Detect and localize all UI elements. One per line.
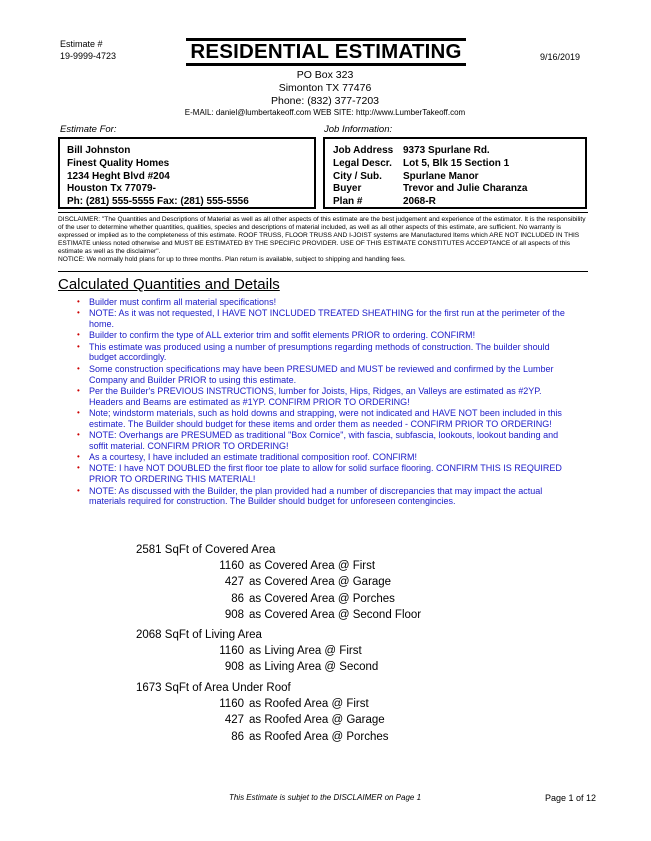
job-info-label: Job Information: bbox=[324, 124, 393, 135]
quantity-value: 86 bbox=[231, 592, 244, 605]
quantity-label: as Covered Area @ Porches bbox=[249, 592, 395, 605]
client-company: Finest Quality Homes bbox=[67, 157, 170, 169]
note-text: NOTE: I have NOT DOUBLED the first floor toe plate to allow for solid surface flooring. CONFIRM THIS IS REQUIRED PRIOR TO ORDERING THIS MATERIAL! bbox=[89, 463, 562, 485]
client-name: Bill Johnston bbox=[67, 145, 131, 156]
roof-area-heading: 1673 SqFt of Area Under Roof bbox=[136, 682, 291, 694]
quantity-value: 908 bbox=[224, 661, 244, 674]
quantity-row bbox=[200, 643, 378, 659]
bullet-icon: • bbox=[77, 452, 80, 462]
quantity-row bbox=[200, 591, 421, 607]
note-text: Note; windstorm materials, such as hold downs and strapping, were not indicated and HAVE NOT been included in this estimate. The Builder should budget for these items and order them as needed - CONFIRM PRIOR TO ORDERING! bbox=[89, 407, 562, 429]
quantity-row bbox=[200, 659, 378, 675]
living-area-heading: 2068 SqFt of Living Area bbox=[136, 629, 262, 641]
page-title: RESIDENTIAL ESTIMATING bbox=[186, 38, 466, 66]
quantity-value: 427 bbox=[224, 576, 244, 589]
disclaimer bbox=[58, 216, 590, 264]
estimate-date: 9/16/2019 bbox=[540, 52, 581, 62]
footer-note: This Estimate is subjet to the DISCLAIMER on Page 1 bbox=[228, 793, 422, 802]
quantity-row bbox=[200, 558, 421, 574]
estimate-number-block bbox=[60, 38, 116, 62]
job-info-key: City / Sub. bbox=[333, 170, 382, 182]
note-item bbox=[77, 452, 577, 463]
quantity-value: 86 bbox=[231, 730, 244, 743]
note-item bbox=[77, 308, 577, 330]
contact-line: E-MAIL: daniel@lumbertakeoff.com WEB SITE: http://www.LumberTakeoff.com bbox=[184, 108, 466, 117]
divider bbox=[58, 212, 588, 213]
job-info-key: Plan # bbox=[333, 196, 363, 208]
quantity-label: as Living Area @ First bbox=[249, 645, 362, 657]
bullet-icon: • bbox=[77, 330, 80, 340]
quantity-row bbox=[200, 696, 389, 712]
quantity-value: 908 bbox=[224, 609, 244, 622]
note-text: NOTE: As it was not requested, I HAVE NOT INCLUDED TREATED SHEATHING for the first run at the perimeter of the home. bbox=[89, 308, 565, 330]
note-text: Builder must confirm all material specifications! bbox=[89, 297, 277, 307]
note-item bbox=[77, 342, 577, 364]
job-info-row bbox=[333, 158, 585, 171]
note-text: NOTE: Overhangs are PRESUMED as traditional "Box Cornice", with fascia, subfascia, lookouts, lookout banding and soffit material. CONFIRM PRIOR TO ORDERING! bbox=[89, 430, 559, 451]
note-text: Builder to confirm the type of ALL exterior trim and soffit elements PRIOR to ordering. CONFIRM! bbox=[89, 330, 476, 341]
job-info-value: 9373 Spurlane Rd. bbox=[403, 145, 490, 156]
bullet-icon: • bbox=[77, 341, 80, 351]
job-info-value: Lot 5, Blk 15 Section 1 bbox=[403, 157, 510, 169]
job-info-value: Trevor and Julie Charanza bbox=[403, 183, 528, 195]
bullet-icon: • bbox=[77, 297, 80, 306]
job-info-row bbox=[333, 171, 585, 184]
address-line: Simonton TX 77476 bbox=[278, 82, 372, 94]
note-item bbox=[77, 463, 577, 485]
bullet-icon: • bbox=[77, 407, 80, 417]
job-info-row bbox=[333, 145, 585, 158]
client-city: Houston Tx 77079- bbox=[67, 183, 156, 195]
covered-area-heading: 2581 SqFt of Covered Area bbox=[136, 544, 276, 556]
job-info-value: Spurlane Manor bbox=[403, 170, 479, 182]
job-info-row bbox=[333, 196, 585, 209]
page-number: Page 1 of 12 bbox=[545, 793, 597, 803]
quantity-value: 1160 bbox=[219, 560, 244, 572]
bullet-icon: • bbox=[77, 430, 80, 440]
quantity-row bbox=[200, 712, 389, 728]
note-item bbox=[77, 297, 577, 308]
note-item bbox=[77, 430, 577, 452]
bullet-icon: • bbox=[77, 385, 80, 395]
job-info-value: 2068-R bbox=[403, 196, 436, 208]
client-phone: Ph: (281) 555-5555 Fax: (281) 555-5556 bbox=[67, 196, 249, 208]
quantity-label: as Covered Area @ First bbox=[249, 560, 376, 572]
estimate-label: Estimate # bbox=[60, 39, 103, 49]
bullet-icon: • bbox=[77, 463, 80, 473]
quantity-row bbox=[200, 574, 421, 590]
notice-text: NOTICE: We normally hold plans for up to three months. Plan return is available, subject to shipping and handling fees. bbox=[58, 256, 406, 263]
covered-area-rows bbox=[200, 558, 421, 624]
divider bbox=[58, 271, 588, 272]
bullet-icon: • bbox=[77, 485, 80, 495]
quantity-label: as Roofed Area @ Porches bbox=[249, 730, 389, 743]
quantity-label: as Covered Area @ Garage bbox=[249, 576, 392, 589]
estimate-for-box bbox=[58, 137, 316, 209]
quantity-label: as Roofed Area @ Garage bbox=[249, 714, 385, 727]
quantity-row bbox=[200, 607, 421, 623]
job-info-key: Buyer bbox=[333, 183, 362, 195]
note-text: This estimate was produced using a number of presumptions regarding methods of construction. The builder should budget accordingly. bbox=[89, 341, 550, 363]
notes-list bbox=[77, 297, 577, 508]
note-item bbox=[77, 486, 577, 508]
job-info-key: Job Address bbox=[333, 145, 394, 156]
job-info-key: Legal Descr. bbox=[333, 157, 392, 169]
quantity-label: as Covered Area @ Second Floor bbox=[249, 609, 422, 622]
quantity-row bbox=[200, 729, 389, 745]
quantity-value: 1160 bbox=[219, 698, 244, 710]
note-item bbox=[77, 330, 577, 341]
quantity-value: 1160 bbox=[219, 645, 244, 657]
note-item bbox=[77, 386, 577, 408]
job-info-box bbox=[323, 137, 587, 209]
client-street: 1234 Heght Blvd #204 bbox=[67, 170, 170, 182]
note-item bbox=[77, 364, 577, 386]
note-item bbox=[77, 408, 577, 430]
living-area-rows bbox=[200, 643, 378, 676]
section-heading: Calculated Quantities and Details bbox=[58, 276, 280, 293]
note-text: NOTE: As discussed with the Builder, the plan provided had a number of discrepancies that may impact the actual materials required for construction. The Builder should budget for unforeseen contengincies. bbox=[89, 485, 543, 507]
estimate-for-label: Estimate For: bbox=[60, 124, 117, 135]
note-text: As a courtesy, I have included an estimate traditional composition roof. CONFIRM! bbox=[89, 452, 417, 463]
disclaimer-text: DISCLAIMER: "The Quantities and Descriptions of Material as well as all other aspects of this estimate are the best judgement and experience of the estimator. It is the responsibility of the user to determine whether quantities, qualities, species and descriptions of material included, as well as all other aspects of this estimate, are sufficient. No warranty is expressed or implied as to the completeness of this estimate. ROOF TRUSS, FLOOR TRUSS AND I-JOIST systems are Manufactured Items which ARE NOT INCLUDED IN THIS ESTIMATE unless noted otherwise and MUST BE ESTIMATED BY THE SPECIFIC PROVIDER. USE OF THIS ESTIMATE CONSTITUTES ACCEPTANCE of all aspects of this estimate as well as the disclaimer". bbox=[58, 216, 586, 255]
bullet-icon: • bbox=[77, 363, 80, 373]
roof-area-rows bbox=[200, 696, 389, 745]
address-line: PO Box 323 bbox=[296, 69, 354, 81]
quantity-label: as Roofed Area @ First bbox=[249, 698, 369, 710]
note-text: Per the Builder's PREVIOUS INSTRUCTIONS, lumber for Joists, Hips, Ridges, an Valleys are estimated as #2YP. Headers and Beams are estimated as #1YP. CONFIRM PRIOR TO ORDERING! bbox=[89, 385, 542, 407]
quantity-value: 427 bbox=[224, 714, 244, 727]
company-address bbox=[150, 69, 500, 108]
note-text: Some construction specifications may have been PRESUMED and MUST be reviewed and confirmed by the Lumber Company and Builder PRIOR to using this estimate. bbox=[89, 363, 554, 385]
job-info-row bbox=[333, 183, 585, 196]
quantity-label: as Living Area @ Second bbox=[249, 661, 379, 674]
estimate-number: 19-9999-4723 bbox=[60, 51, 117, 61]
bullet-icon: • bbox=[77, 308, 80, 318]
phone-line: Phone: (832) 377-7203 bbox=[271, 95, 379, 107]
